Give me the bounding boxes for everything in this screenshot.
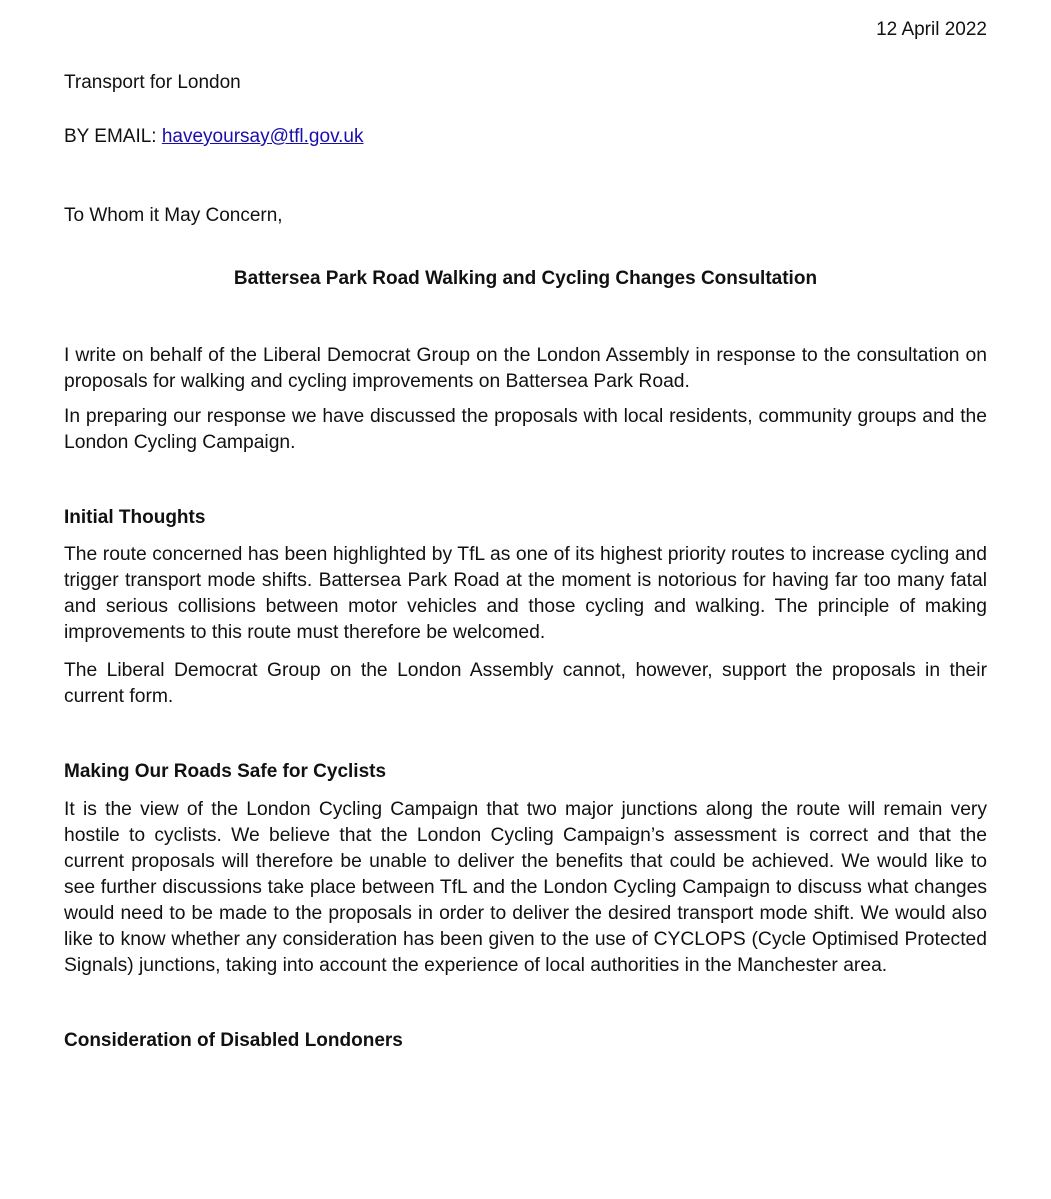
intro-paragraph-2: In preparing our response we have discussed the proposals with local residents, community groups and the London Cycling Campaign. [64,406,987,453]
email-link[interactable]: haveyoursay@tfl.gov.uk [161,126,364,147]
salutation: To Whom it May Concern, [64,205,283,226]
initial-thoughts-paragraph-2: The Liberal Democrat Group on the London Assembly cannot, however, support the proposals in their current form. [64,660,987,707]
letter-title: Battersea Park Road Walking and Cycling Changes Consultation [233,268,818,289]
initial-thoughts-paragraph-1: The route concerned has been highlighted by TfL as one of its highest priority routes to increase cycling and trigger transport mode shifts. Battersea Park Road at the moment is notorious for having far too many fatal and serious collisions between motor vehicles and those cycling and walking. The principle of making improvements to this route must therefore be welcomed. [64,544,987,643]
section-heading-initial-thoughts: Initial Thoughts [64,507,206,528]
recipient-name: Transport for London [64,72,241,93]
section-heading-disabled-londoners: Consideration of Disabled Londoners [64,1030,403,1051]
section-heading-safe-roads: Making Our Roads Safe for Cyclists [64,761,387,782]
letter-date: 12 April 2022 [876,19,987,40]
email-line [64,124,364,150]
safe-roads-paragraph-1: It is the view of the London Cycling Campaign that two major junctions along the route will remain very hostile to cyclists. We believe that the London Cycling Campaign’s assessment is correct and that the current proposals will therefore be unable to deliver the benefits that could be achieved. We would like to see further discussions take place between TfL and the London Cycling Campaign to discuss what changes would need to be made to the proposals in order to deliver the desired transport mode shift. We would also like to know whether any consideration has been given to the use of CYCLOPS (Cycle Optimised Protected Signals) junctions, taking into account the experience of local authorities in the Manchester area. [64,799,987,976]
email-label: BY EMAIL: [64,126,162,147]
intro-paragraph-1: I write on behalf of the Liberal Democrat Group on the London Assembly in response to the consultation on proposals for walking and cycling improvements on Battersea Park Road. [64,345,987,392]
